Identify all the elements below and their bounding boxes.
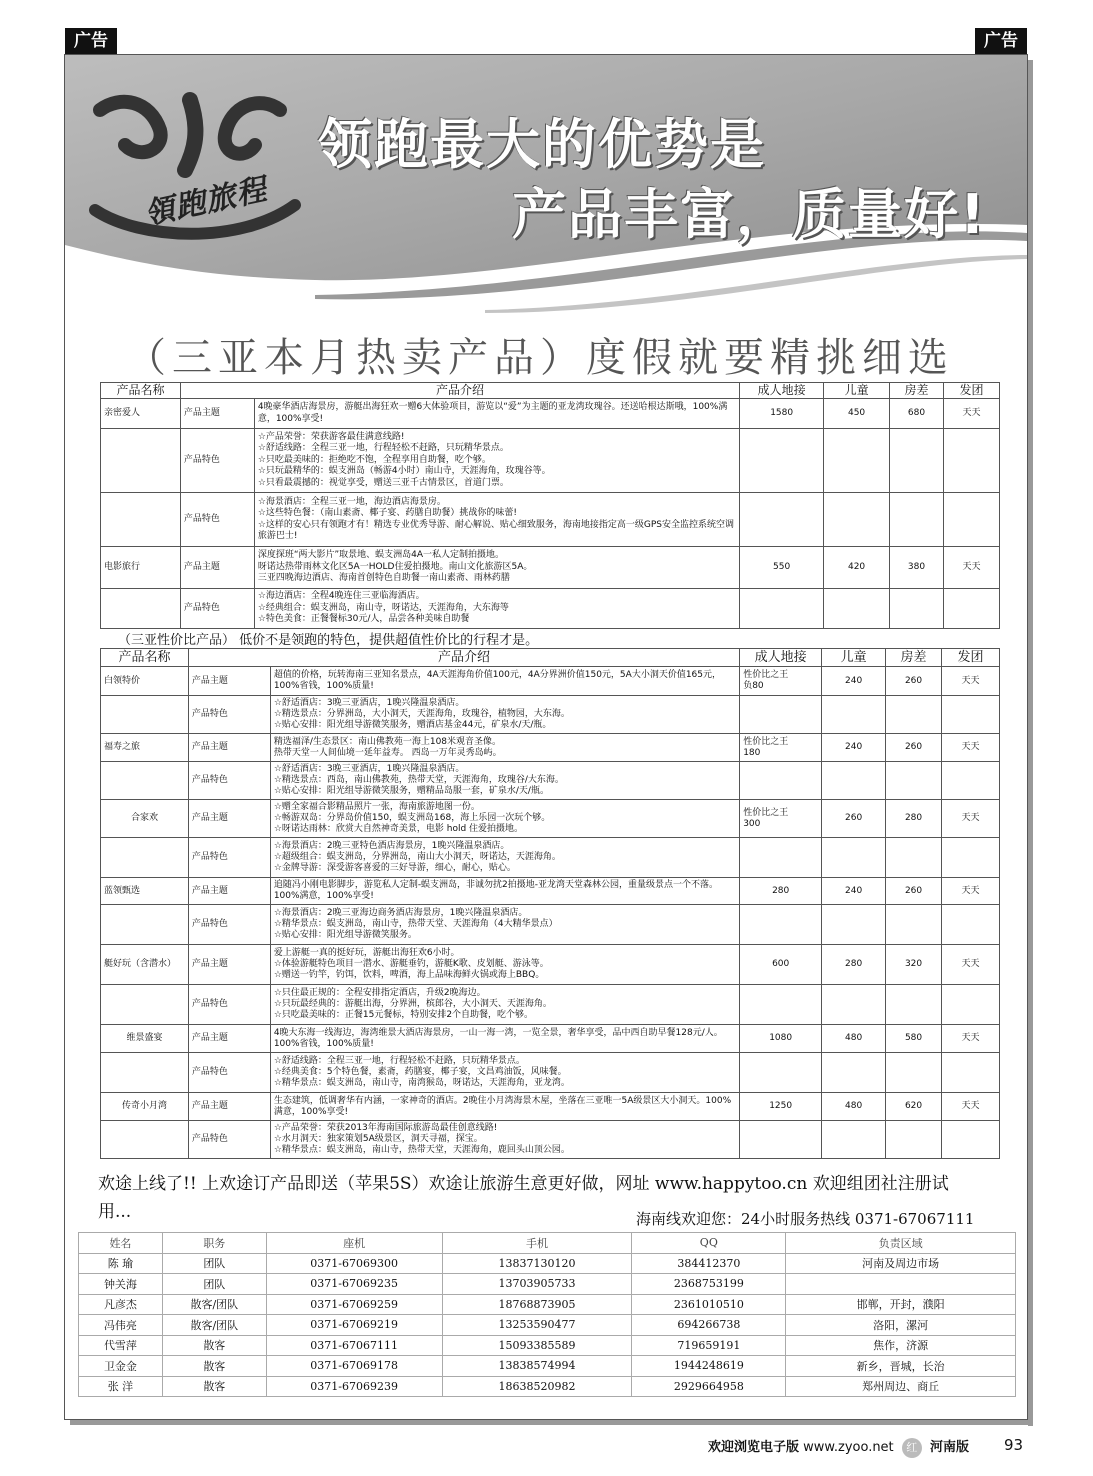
price-child: 240 [822,878,886,905]
ad-tag-left: 广告 [65,28,117,54]
product-type: 产品特色 [188,1053,270,1093]
depart: 天天 [942,945,1000,985]
product-type: 产品特色 [188,696,270,734]
price-room: 320 [886,945,942,985]
product-name [101,429,181,493]
slogan-line-2: 产品丰富，质量好! [512,183,987,246]
depart: 天天 [942,800,1000,838]
contact-phone: 0371-67069239 [266,1376,442,1397]
contact-region: 焦作，济源 [786,1335,1016,1356]
product-name [101,493,181,547]
contacts-table [78,1232,1016,1397]
product-desc: ☆舒适酒店：3晚三亚酒店，1晚兴隆温泉酒店。 ☆精选景点：分界洲岛，大小洞天，天涯海角，玫瑰谷，植物园，大东海。 ☆贴心安排：阳光组导游微笑服务，赠酒店基金44元，矿泉水/天/瓶。 [270,696,739,734]
table-header-row [79,1233,1016,1254]
product-type: 产品特色 [188,762,270,800]
price-room: 260 [886,667,942,696]
table-row [101,905,1000,945]
table-row [101,589,1000,629]
header-room: 房差 [890,383,944,399]
contact-qq: 2361010510 [632,1294,786,1315]
product-desc: ☆产品荣誉：荣获2013年海南国际旅游岛最佳创意线路! ☆水月洞天：独家策划5A级景区，洞天寻福，探宝。 ☆精华景点：蜈支洲岛，南山寺，热带天堂，天涯海角，鹿回头山顶公园。 [270,1121,739,1159]
header-child: 儿童 [824,383,890,399]
product-desc: 深度探班“两大影片”取景地、蜈支洲岛4A一私人定制拍摄地。 呀诺达热带雨林文化区5A一HOLD住爱拍摄地。南山文化旅游区5A。 三亚四晚海边酒店、海南首创特色自助餐一南山素斋、雨林药膳 [254,547,739,589]
product-type: 产品主题 [188,1025,270,1053]
price-adult: 550 [740,547,824,589]
product-type: 产品主题 [188,667,270,696]
contact-name: 卫金金 [79,1356,163,1377]
header-adult: 成人地接 [740,383,824,399]
product-type: 产品主题 [188,734,270,762]
price-adult: 性价比之王 300 [740,800,822,838]
price-adult: 性价比之王 180 [740,734,822,762]
header-adult: 成人地接 [740,649,822,667]
contact-region: 邯郸，开封，濮阳 [786,1294,1016,1315]
footer-url[interactable]: www.zyoo.net [803,1440,894,1455]
price-child: 480 [822,1025,886,1053]
footer-badge-icon: 红 [902,1438,922,1458]
depart: 天天 [942,667,1000,696]
product-type: 产品特色 [180,493,254,547]
header-desc: 产品介绍 [180,383,739,399]
price-adult: 性价比之王 负80 [740,667,822,696]
header-desc: 产品介绍 [188,649,739,667]
table-row [101,1053,1000,1093]
product-type: 产品主题 [188,945,270,985]
price-room: 680 [890,399,944,429]
contact-phone: 0371-67069235 [266,1274,442,1295]
table-row [101,1121,1000,1159]
product-name [101,589,181,629]
contact-name: 凡彦杰 [79,1294,163,1315]
price-room: 260 [886,734,942,762]
contact-mobile: 13838574994 [442,1356,632,1377]
header-name: 产品名称 [101,383,181,399]
table-row [79,1376,1016,1397]
price-room: 380 [890,547,944,589]
contact-role: 散客 [162,1335,266,1356]
table-header-row [101,383,1000,399]
price-child: 420 [824,547,890,589]
depart: 天天 [944,547,1000,589]
footer-welcome: 欢迎浏览电子版 [708,1440,800,1455]
table-row [101,547,1000,589]
price-adult: 1250 [740,1093,822,1121]
contact-role: 散客/团队 [162,1294,266,1315]
header-contact-name: 姓名 [79,1233,163,1254]
header-child: 儿童 [822,649,886,667]
product-type: 产品特色 [188,985,270,1025]
price-room: 260 [886,878,942,905]
table-row [101,667,1000,696]
slogan-line-1: 领跑最大的优势是 [318,113,766,176]
frame-shadow [1028,60,1033,1426]
table-row [101,985,1000,1025]
contact-phone: 0371-67069300 [266,1253,442,1274]
contact-name: 陈 瑜 [79,1253,163,1274]
contact-mobile: 13703905733 [442,1274,632,1295]
product-name: 白领特价 [101,667,189,696]
table-row [101,878,1000,905]
product-name: 合家欢 [101,800,189,838]
product-name: 福寿之旅 [101,734,189,762]
product-desc: ☆赠全家福合影精品照片一张，海南旅游地图一份。 ☆畅游双岛：分界岛价值150，蜈支洲岛168，海上乐园一次玩个够。 ☆呀诺达雨林：欣赏大自然神奇美景，电影 hold 住爱拍摄地。 [270,800,739,838]
contact-phone: 0371-67067111 [266,1335,442,1356]
product-type: 产品特色 [180,589,254,629]
product-name: 艇好玩（含潜水） [101,945,189,985]
product-desc: 追随冯小刚电影脚步，游览私人定制-蜈支洲岛，非诚勿扰2拍摄地-亚龙湾天堂森林公园，重量级景点一个不落。100%满意，100%享受! [270,878,739,905]
table-row [101,1093,1000,1121]
depart: 天天 [942,1093,1000,1121]
contact-region [786,1274,1016,1295]
table-row [101,762,1000,800]
table-row [101,493,1000,547]
price-room: 620 [886,1093,942,1121]
page-number: 93 [1004,1436,1024,1454]
contact-phone: 0371-67069178 [266,1356,442,1377]
product-desc: 爱上游艇一真的挺好玩，游艇出海狂欢6小时。 ☆体验游艇特色项目一潜水、游艇垂钓，游艇K歌、皮划艇、游泳等。 ☆赠送一钓竿，钓饵，饮料，啤酒，海上品味海鲜火锅或海上BBQ。 [270,945,739,985]
product-type: 产品主题 [188,800,270,838]
product-desc: 精选福泽/生态景区：南山佛教苑一海上108米观音圣像。 热带天堂一人间仙境一延年益寿。 西岛一万年灵秀岛屿。 [270,734,739,762]
contact-qq: 719659191 [632,1335,786,1356]
price-child: 450 [824,399,890,429]
header-contact-region: 负责区域 [786,1233,1016,1254]
contact-phone: 0371-67069259 [266,1294,442,1315]
contact-region: 洛阳，漯河 [786,1315,1016,1336]
table-row [79,1274,1016,1295]
product-name: 维景盛宴 [101,1025,189,1053]
contact-qq: 1944248619 [632,1356,786,1377]
price-adult: 280 [740,878,822,905]
contact-role: 团队 [162,1253,266,1274]
contact-qq: 2929664958 [632,1376,786,1397]
table-row [101,838,1000,878]
product-name: 蓝领甄选 [101,878,189,905]
product-type: 产品特色 [188,838,270,878]
contact-name: 钟关海 [79,1274,163,1295]
product-type: 产品主题 [188,878,270,905]
table-row [79,1294,1016,1315]
contact-qq: 2368753199 [632,1274,786,1295]
promo-text: 欢途上线了!! 上欢途订产品即送（苹果5S）欢途让旅游生意更好做，网址 www.happytoo.cn 欢迎组团社注册试用... [98,1174,949,1222]
hot-products-table [100,382,1000,629]
product-name: 亲密爱人 [101,399,181,429]
hotline-text: 海南线欢迎您：24小时服务热线 0371-67067111 [636,1210,975,1228]
value-products-subheader: （三亚性价比产品） 低价不是领跑的特色，提供超值性价比的行程才是。 [118,633,539,648]
product-desc: ☆海景酒店：2晚三亚特色酒店海景房，1晚兴隆温泉酒店。 ☆超级组合：蜈支洲岛，分界洲岛，南山大小洞天，呀诺达，天涯海角。 ☆金牌导游：深受游客喜爱的三好导游，细心，耐心，贴心。 [270,838,739,878]
product-desc: ☆海景酒店：全程三亚一地，海边酒店海景房。 ☆这些特色餐：（南山素斋、椰子宴、药膳自助餐）挑战你的味蕾! ☆这样的安心只有领跑才有！精选专业优秀导游、耐心解说、贴心细致服务，海南地接指定高一级GPS安全监控系统空调旅游巴士! [254,493,739,547]
product-name: 电影旅行 [101,547,181,589]
contact-region: 郑州周边、商丘 [786,1376,1016,1397]
header-name: 产品名称 [101,649,189,667]
header-room: 房差 [886,649,942,667]
table-row [101,945,1000,985]
logo-text: 領跑旅程 [141,172,271,233]
contact-region: 新乡，晋城，长治 [786,1356,1016,1377]
price-adult: 1080 [740,1025,822,1053]
header-depart: 发团 [942,649,1000,667]
product-desc: ☆舒适酒店：3晚三亚酒店，1晚兴隆温泉酒店。 ☆精选景点：西岛，南山佛教苑，热带天堂，天涯海角，玫瑰谷/大东海。 ☆贴心安排：阳光组导游微笑服务，赠精品岛服一套，矿泉水/天/瓶。 [270,762,739,800]
header-contact-mobile: 手机 [442,1233,632,1254]
header-contact-role: 职务 [162,1233,266,1254]
product-desc: ☆产品荣誉：荣获游客最佳满意线路! ☆舒适线路：全程三亚一地，行程轻松不赶路，只玩精华景点。 ☆只吃最美味的：拒绝吃不饱，全程享用自助餐，吃个够。 ☆只玩最精华的：蜈支洲岛（畅游4小时）南山寺，天涯海角，玫瑰谷等。 ☆只看最震撼的：视觉享受，赠送三亚千古情景区，首道门票。 [254,429,739,493]
contact-name: 代雪萍 [79,1335,163,1356]
product-desc: 4晚大东海一线海边，海湾维景大酒店海景房，一山一海一湾，一览全景，奢华享受，品中西自助早餐128元/人。100%省钱，100%质量! [270,1025,739,1053]
depart: 天天 [942,1025,1000,1053]
footer [708,1436,969,1458]
product-type: 产品特色 [188,905,270,945]
section-title: （三亚本月热卖产品）度假就要精挑细选 [126,335,954,381]
contact-qq: 694266738 [632,1315,786,1336]
contact-region: 河南及周边市场 [786,1253,1016,1274]
table-row [101,1025,1000,1053]
price-child: 280 [822,945,886,985]
contact-name: 张 洋 [79,1376,163,1397]
footer-edition: 河南版 [929,1440,969,1455]
contact-mobile: 15093385589 [442,1335,632,1356]
logo-swirl-icon [80,90,310,250]
product-desc: 超值的价格，玩转海南三亚知名景点，4A天涯海角价值100元，4A分界洲价值150元，5A大小洞天价值165元，100%省钱，100%质量! [270,667,739,696]
price-adult: 600 [740,945,822,985]
product-name: 传奇小月湾 [101,1093,189,1121]
header-depart: 发团 [944,383,1000,399]
ad-tag-right: 广告 [975,28,1027,54]
product-type: 产品特色 [180,429,254,493]
product-desc: ☆海边酒店：全程4晚连住三亚临海酒店。 ☆经典组合：蜈支洲岛，南山寺，呀诺达，天涯海角，大东海等 ☆特色美食：正餐餐标30元/人，品尝各种美味自助餐 [254,589,739,629]
product-type: 产品主题 [188,1093,270,1121]
product-type: 产品主题 [180,399,254,429]
product-desc: 生态建筑，低调奢华有内涵，一家神奇的酒店。2晚住小月湾海景木屋，坐落在三亚唯一5A级景区大小洞天。100%满意，100%享受! [270,1093,739,1121]
price-room: 580 [886,1025,942,1053]
contact-role: 散客 [162,1376,266,1397]
table-row [79,1335,1016,1356]
price-adult: 1580 [740,399,824,429]
table-row [101,696,1000,734]
contact-name: 冯伟亮 [79,1315,163,1336]
table-row [101,734,1000,762]
table-row [101,429,1000,493]
table-row [79,1356,1016,1377]
frame-shadow-bottom [70,1420,1033,1425]
table-row [79,1253,1016,1274]
table-row [101,399,1000,429]
product-desc: ☆海景酒店：2晚三亚海边商务酒店海景房，1晚兴隆温泉酒店。 ☆精华景点：蜈支洲岛，南山寺，热带天堂、天涯海角（4大精华景点） ☆贴心安排：阳光组导游微笑服务。 [270,905,739,945]
product-desc: ☆舒适线路：全程三亚一地，行程轻松不赶路，只玩精华景点。 ☆经典美食：5个特色餐，素斋，药膳宴，椰子宴，文昌鸡油饭，风味餐。 ☆精华景点：蜈支洲岛，南山寺，南湾猴岛，呀诺达，天涯海角，亚龙湾。 [270,1053,739,1093]
contact-role: 散客 [162,1356,266,1377]
contact-mobile: 18638520982 [442,1376,632,1397]
product-desc: ☆只住最正规的：全程安排指定酒店，升级2晚海边。 ☆只玩最经典的：游艇出海，分界洲，槟郎谷，大小洞天、天涯海角。 ☆只吃最美味的：正餐15元餐标，特别安排2个自助餐，吃个够。 [270,985,739,1025]
header-contact-qq: QQ [632,1233,786,1254]
depart: 天天 [944,399,1000,429]
price-child: 240 [822,667,886,696]
contact-phone: 0371-67069219 [266,1315,442,1336]
price-room: 280 [886,800,942,838]
contact-mobile: 18768873905 [442,1294,632,1315]
table-row [101,800,1000,838]
product-type: 产品特色 [188,1121,270,1159]
depart: 天天 [942,734,1000,762]
contact-mobile: 13837130120 [442,1253,632,1274]
product-type: 产品主题 [180,547,254,589]
price-child: 260 [822,800,886,838]
depart: 天天 [942,878,1000,905]
contact-qq: 384412370 [632,1253,786,1274]
table-row [79,1315,1016,1336]
contact-mobile: 13253590477 [442,1315,632,1336]
product-desc: 4晚豪华酒店海景房，游艇出海狂欢一赠6大体验项目，游览以“爱”为主题的亚龙湾玫瑰谷。还送哈根达斯哦，100%满意，100%享受! [254,399,739,429]
price-child: 240 [822,734,886,762]
table-header-row [101,649,1000,667]
value-products-table [100,648,1000,1159]
contact-role: 团队 [162,1274,266,1295]
contact-role: 散客/团队 [162,1315,266,1336]
header-contact-phone: 座机 [266,1233,442,1254]
price-child: 480 [822,1093,886,1121]
